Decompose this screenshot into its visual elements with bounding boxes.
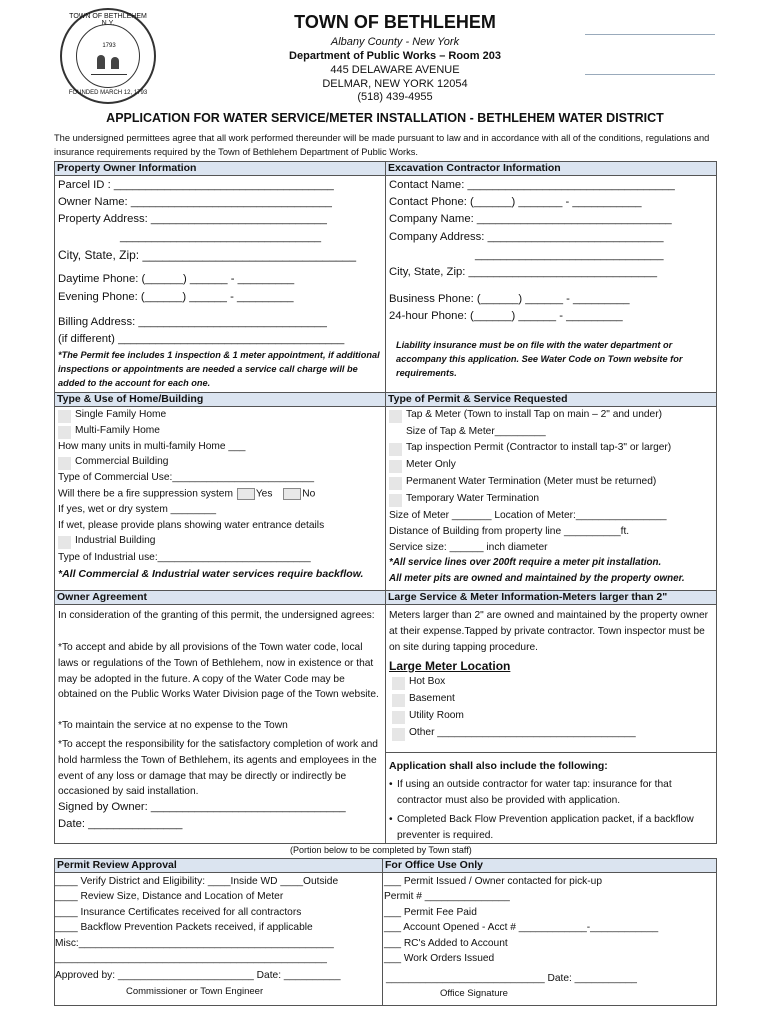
- signed-by-owner-field[interactable]: Signed by Owner: _______________________________: [58, 801, 346, 813]
- tap-inspection-checkbox[interactable]: [389, 443, 402, 456]
- review-size-field[interactable]: ____ Review Size, Distance and Location of Meter: [55, 891, 284, 902]
- header-line-1: [585, 34, 715, 35]
- section-contact-divider: [385, 161, 386, 393]
- seal-bottom: FOUNDED MARCH 12, 1793: [68, 90, 148, 96]
- permit-fee-paid-field[interactable]: ___ Permit Fee Paid: [384, 907, 477, 918]
- units-field[interactable]: How many units in multi-family Home ___: [58, 441, 246, 452]
- agreement-maintain: *To maintain the service at no expense to the Town: [58, 720, 288, 731]
- section-agreement-divider: [385, 590, 386, 844]
- large-divider: [385, 752, 717, 753]
- insurance-received-field[interactable]: ____ Insurance Certificates received for all contractors: [55, 907, 302, 918]
- agreement-date-field[interactable]: Date: _______________: [58, 818, 183, 830]
- multi-family-label: Multi-Family Home: [75, 425, 160, 436]
- department: Department of Public Works – Room 203: [289, 50, 501, 62]
- business-phone-field[interactable]: Business Phone: (______) ______ - _________: [389, 293, 630, 305]
- temporary-termination-checkbox[interactable]: [389, 494, 402, 507]
- permit-number-field[interactable]: Permit # _______________: [384, 891, 510, 902]
- misc-field-line2[interactable]: ________________________________________________: [55, 953, 327, 964]
- office-signature-caption: Office Signature: [440, 988, 508, 999]
- meter-only-checkbox[interactable]: [389, 460, 402, 473]
- tap-inspection-label: Tap inspection Permit (Contractor to install tap-3" or larger): [406, 442, 672, 453]
- application-title: APPLICATION FOR WATER SERVICE/METER INSTALLATION - BETHLEHEM WATER DISTRICT: [106, 111, 664, 125]
- fire-yes-checkbox[interactable]: [237, 488, 255, 500]
- company-address-field[interactable]: Company Address: ____________________________: [389, 231, 664, 243]
- meter-size-location-field[interactable]: Size of Meter _______ Location of Meter:________________: [389, 510, 667, 521]
- header-line-2: [585, 74, 715, 75]
- contact-name-field[interactable]: Contact Name: _________________________________: [389, 179, 675, 191]
- rcs-added-field[interactable]: ___ RC's Added to Account: [384, 938, 508, 949]
- seal-figures: [91, 53, 127, 75]
- bullet-insurance: [389, 777, 715, 809]
- phone: (518) 439-4955: [357, 91, 433, 103]
- hot-box-label: Hot Box: [409, 676, 446, 687]
- work-orders-field[interactable]: ___ Work Orders Issued: [384, 953, 495, 964]
- meter-only-label: Meter Only: [406, 459, 456, 470]
- billing-address-field[interactable]: Billing Address: ______________________________: [58, 316, 327, 328]
- fire-no-checkbox[interactable]: [283, 488, 301, 500]
- service-size-field[interactable]: Service size: ______ inch diameter: [389, 542, 548, 553]
- permanent-termination-label: Permanent Water Termination (Meter must be returned): [406, 476, 657, 487]
- wet-dry-field[interactable]: If yes, wet or dry system ________: [58, 504, 216, 515]
- contractor-city-field[interactable]: City, State, Zip: ______________________________: [389, 266, 658, 278]
- town-title: TOWN OF BETHLEHEM: [294, 12, 496, 32]
- owner-info-header: Property Owner Information: [54, 161, 386, 176]
- single-family-checkbox[interactable]: [58, 410, 71, 423]
- permit-header: Type of Permit & Service Requested: [385, 392, 717, 407]
- fire-yes-label: Yes: [255, 488, 273, 500]
- if-different-field[interactable]: (if different) ____________________________________: [58, 333, 345, 345]
- utility-room-label: Utility Room: [409, 710, 464, 721]
- tap-meter-label: Tap & Meter (Town to install Tap on main – 2" and under): [406, 409, 662, 420]
- bullet-backflow: [389, 812, 715, 844]
- other-location-field[interactable]: Other ___________________________________: [409, 727, 636, 738]
- large-meter-location-heading: Large Meter Location: [389, 659, 511, 673]
- town-staff-note: (Portion below to be completed by Town staff): [290, 845, 472, 855]
- evening-phone-field[interactable]: Evening Phone: (______) ______ - _________: [58, 291, 294, 303]
- bullet-insurance-text: If using an outside contractor for water tap: insurance for that contractor must also be provided with application.: [397, 779, 672, 806]
- basement-checkbox[interactable]: [392, 694, 405, 707]
- misc-field[interactable]: Misc:_____________________________________________: [55, 938, 334, 949]
- basement-label: Basement: [409, 693, 455, 704]
- agreement-water-code: *To accept and abide by all provisions of the Town water code, local laws or regulations of the Town of Bethlehem, now in existence or that may be adopted in the future. A copy of the Water Code may be obtained on the Public Works Water Division page of the Town website.: [58, 642, 379, 701]
- owner-city-field[interactable]: City, State, Zip: ________________________________: [58, 248, 357, 262]
- intro-text: The undersigned permittees agree that all work performed thereunder will be made pursuant to law and in accordance with all of the conditions, regulations and insurance requirements required by the Town of Bethlehem Department of Public Works.: [54, 133, 710, 157]
- commercial-use-field[interactable]: Type of Commercial Use:_________________________: [58, 472, 315, 483]
- agreement-header: Owner Agreement: [54, 590, 386, 605]
- liability-note: Liability insurance must be on file with the water department or accompany this application. See Water Code on Town website for requirements.: [396, 340, 683, 378]
- parcel-id-field[interactable]: Parcel ID : ___________________________________: [58, 179, 334, 191]
- utility-room-checkbox[interactable]: [392, 711, 405, 724]
- permit-issued-field[interactable]: ___ Permit Issued / Owner contacted for pick-up: [384, 876, 603, 887]
- street-address: 445 DELAWARE AVENUE: [330, 64, 460, 76]
- seal-year: 1793: [102, 43, 116, 49]
- fire-no-label: No: [302, 488, 316, 500]
- property-address-line2[interactable]: ________________________________: [120, 231, 322, 243]
- large-meter-text: Meters larger than 2" are owned and maintained by the property owner at their expense.Tapped by private contractor. Town inspector must be on site during tapping procedure.: [389, 610, 709, 653]
- office-header: For Office Use Only: [382, 858, 717, 873]
- fire-suppression-row: [58, 488, 315, 500]
- company-name-field[interactable]: Company Name: _______________________________: [389, 213, 672, 225]
- city-address: DELMAR, NEW YORK 12054: [322, 78, 468, 90]
- county: Albany County - New York: [330, 36, 460, 48]
- also-include-heading: Application shall also include the following:: [389, 760, 608, 772]
- property-address-field[interactable]: Property Address: ____________________________: [58, 213, 327, 225]
- bullet-dot: •: [389, 779, 393, 790]
- office-signature-field[interactable]: ____________________________ Date: ___________: [386, 973, 637, 984]
- approved-by-field[interactable]: Approved by: ________________________ Date: __________: [55, 970, 341, 981]
- temporary-termination-label: Temporary Water Termination: [406, 493, 540, 504]
- account-opened-field[interactable]: ___ Account Opened - Acct # ____________-____________: [384, 922, 659, 933]
- backflow-note: *All Commercial & Industrial water services require backflow.: [58, 568, 364, 580]
- bullet-dot: •: [389, 814, 393, 825]
- single-family-label: Single Family Home: [75, 409, 167, 420]
- fire-suppression-label: Will there be a fire suppression system: [58, 488, 233, 500]
- 24hour-phone-field[interactable]: 24-hour Phone: (______) ______ - _________: [389, 310, 623, 322]
- use-header: Type & Use of Home/Building: [54, 392, 386, 407]
- commercial-checkbox[interactable]: [58, 457, 71, 470]
- review-header: Permit Review Approval: [54, 858, 383, 873]
- hot-box-checkbox[interactable]: [392, 677, 405, 690]
- bullet-backflow-text: Completed Back Flow Prevention application packet, if a backflow preventer is required.: [397, 814, 694, 841]
- verify-district-field[interactable]: ____ Verify District and Eligibility: ____Inside WD ____Outside: [55, 876, 339, 887]
- backflow-received-field[interactable]: ____ Backflow Prevention Packets received, if applicable: [55, 922, 313, 933]
- tap-size-field[interactable]: Size of Tap & Meter_________: [406, 426, 546, 437]
- other-location-checkbox[interactable]: [392, 728, 405, 741]
- section-type-divider: [385, 392, 386, 591]
- town-seal: [60, 8, 156, 104]
- meter-pit-note: *All service lines over 200ft require a meter pit installation.: [389, 557, 662, 568]
- commercial-label: Commercial Building: [75, 456, 169, 467]
- meter-pit-owner-note: All meter pits are owned and maintained by the property owner.: [389, 573, 685, 584]
- permanent-termination-checkbox[interactable]: [389, 477, 402, 490]
- company-address-line2[interactable]: ______________________________: [475, 249, 664, 261]
- contact-phone-field[interactable]: Contact Phone: (______) _______ - ___________: [389, 196, 642, 208]
- section-review-divider: [382, 858, 383, 1006]
- tap-meter-checkbox[interactable]: [389, 410, 402, 423]
- approver-caption: Commissioner or Town Engineer: [126, 986, 264, 997]
- contractor-info-header: Excavation Contractor Information: [385, 161, 717, 176]
- large-service-header: Large Service & Meter Information-Meters larger than 2": [385, 590, 717, 605]
- multi-family-checkbox[interactable]: [58, 426, 71, 439]
- industrial-checkbox[interactable]: [58, 536, 71, 549]
- agreement-intro: In consideration of the granting of this permit, the undersigned agrees:: [58, 610, 375, 621]
- agreement-responsibility: *To accept the responsibility for the satisfactory completion of work and hold harmless the Town of Bethlehem, its agents and employees in the event of any loss or damage that may be directly or indirectly be occasioned by said installation.: [58, 739, 378, 798]
- permit-fee-note: *The Permit fee includes 1 inspection & 1 meter appointment, if additional inspections or appointments are needed a service call charge will be added to the account for each one.: [58, 350, 380, 388]
- seal-inner: [76, 24, 140, 88]
- plans-note: If wet, please provide plans showing water entrance details: [58, 520, 325, 531]
- industrial-use-field[interactable]: Type of Industrial use:___________________________: [58, 552, 311, 563]
- industrial-label: Industrial Building: [75, 535, 156, 546]
- distance-field[interactable]: Distance of Building from property line __________ft.: [389, 526, 630, 537]
- daytime-phone-field[interactable]: Daytime Phone: (______) ______ - _________: [58, 273, 295, 285]
- seal-text: TOWN OF BETHLEHEM N.Y.: [69, 13, 147, 27]
- owner-name-field[interactable]: Owner Name: ________________________________: [58, 196, 332, 208]
